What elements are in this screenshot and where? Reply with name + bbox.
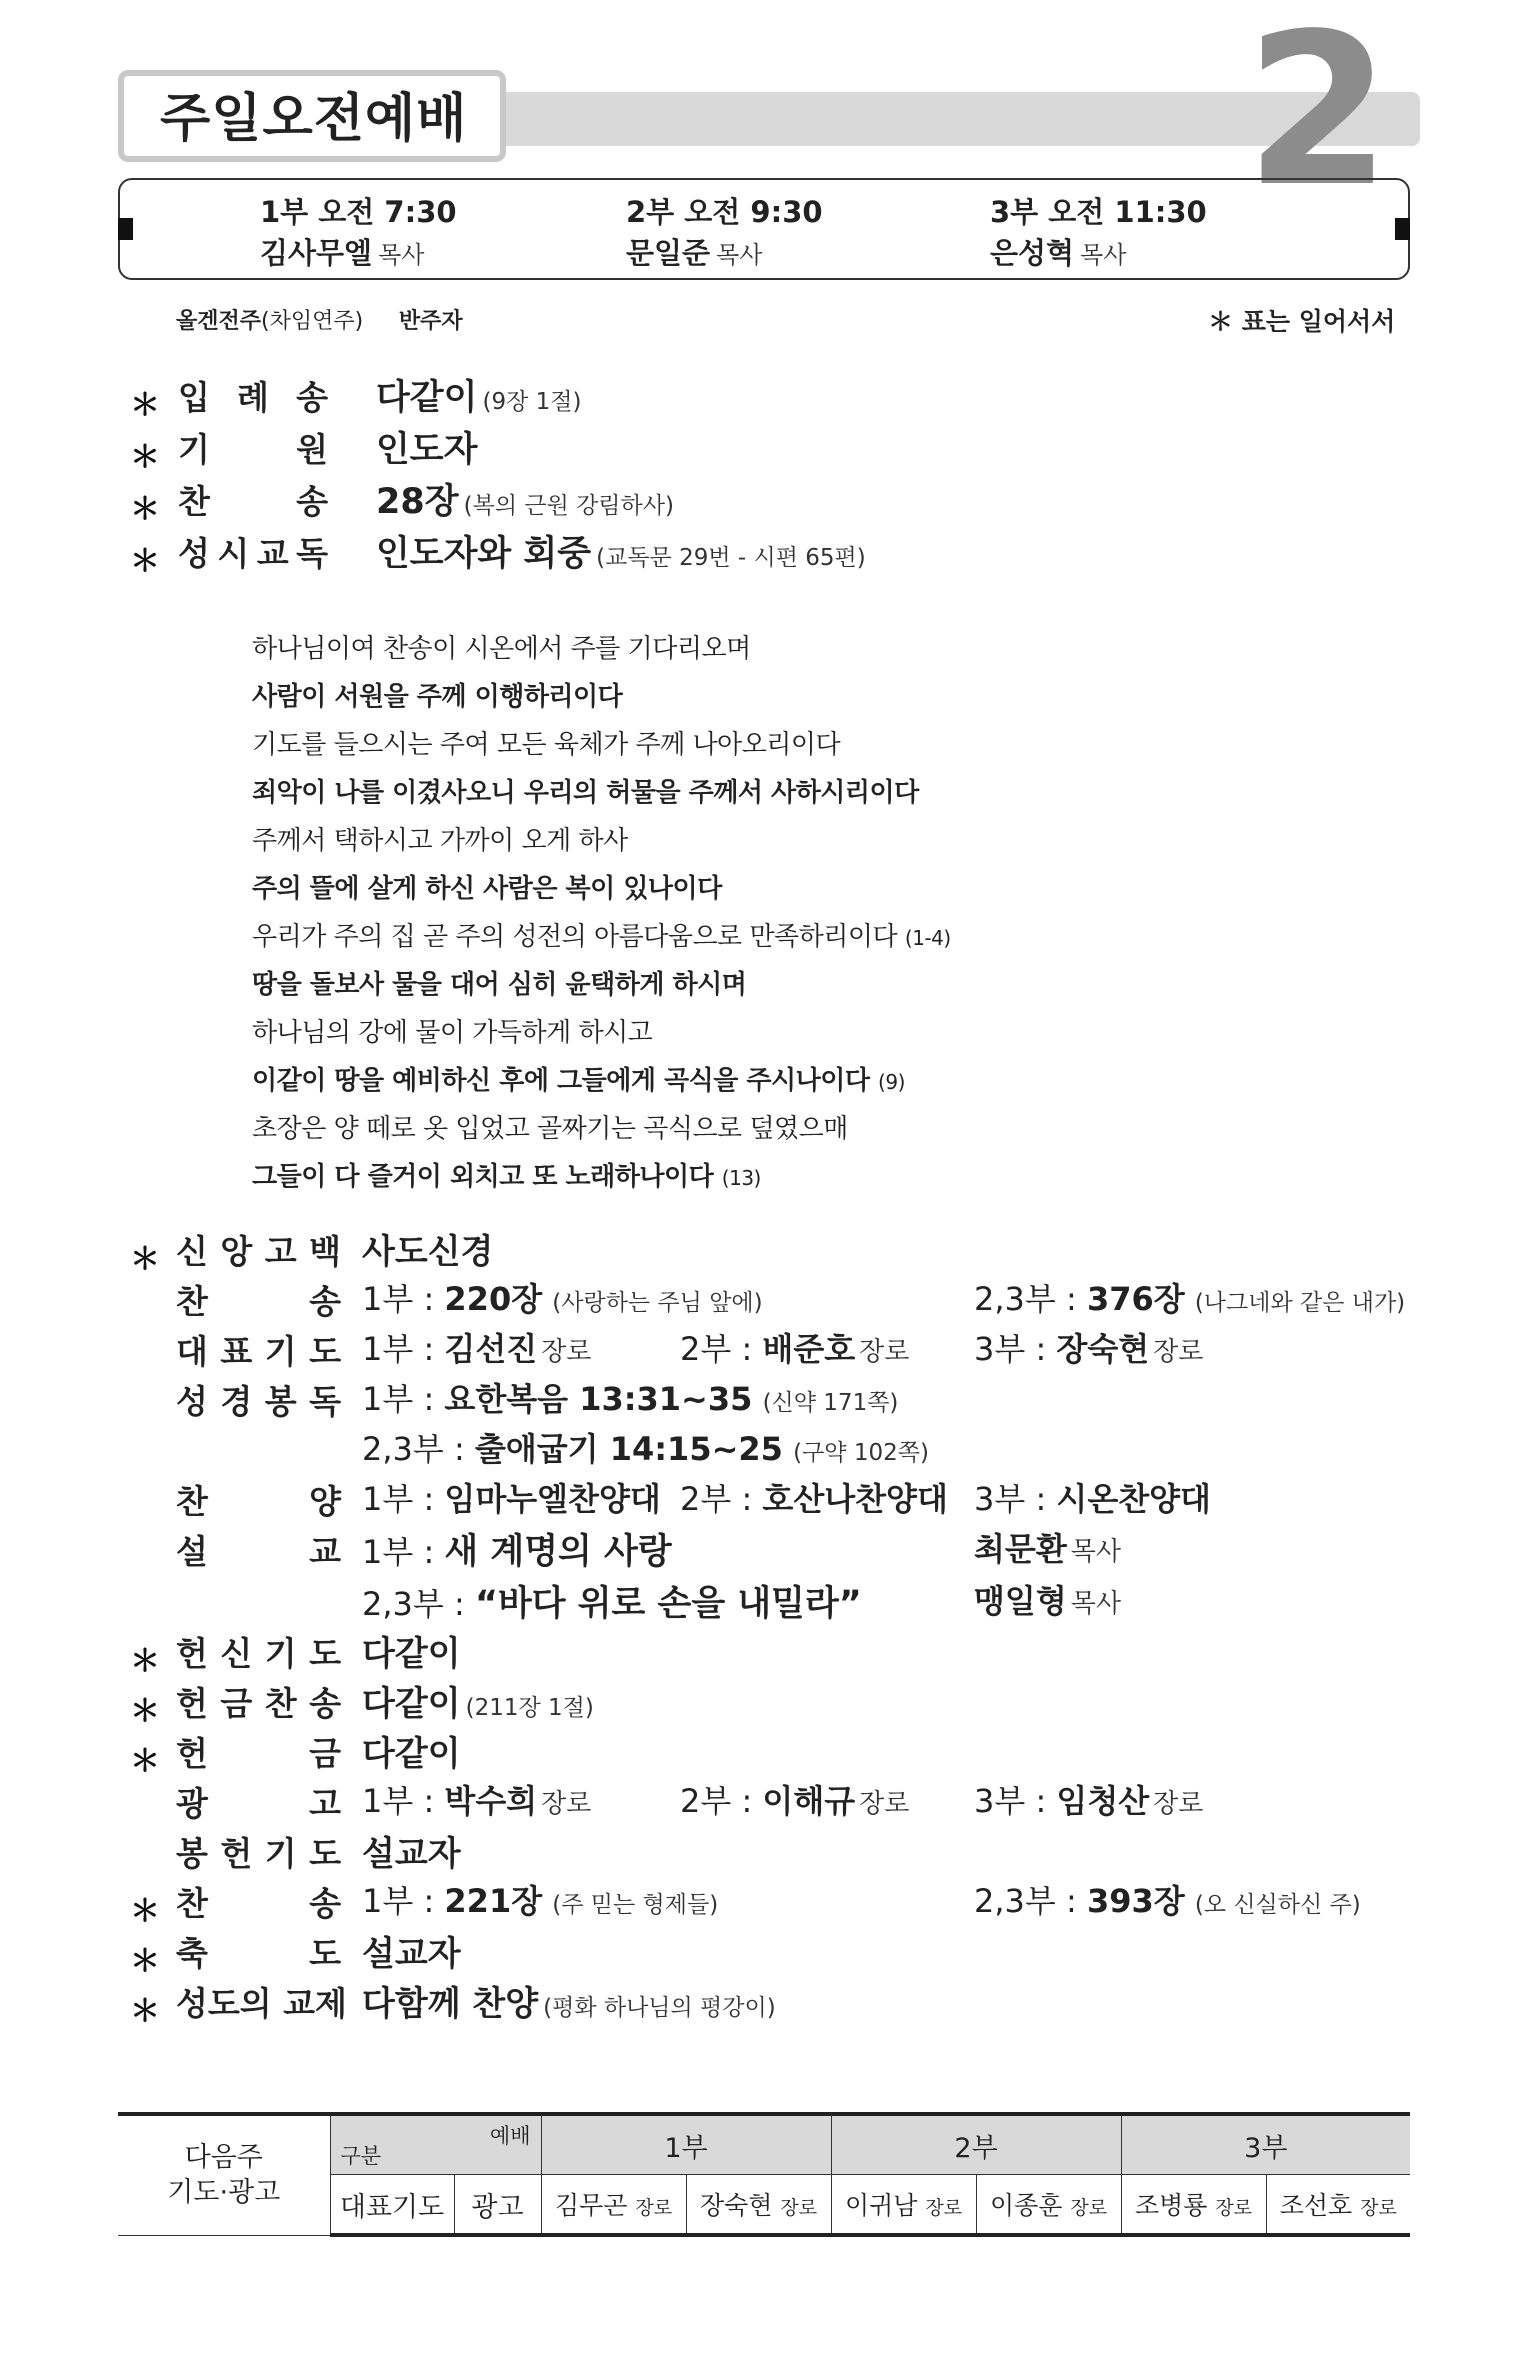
table-header-service-2: 2부 xyxy=(831,2114,1121,2175)
table-cell: 김무곤 장로 xyxy=(541,2175,686,2236)
item-introit xyxy=(376,370,582,420)
item-label-prayer: 대 표 기 도 xyxy=(176,1332,341,1371)
item-label-introit: 입 례 송 xyxy=(178,378,328,417)
pastor-title: 목사 xyxy=(378,241,425,269)
pastor-title: 목사 xyxy=(1080,241,1127,269)
box-marker-left xyxy=(118,218,133,240)
next-week-title: 다음주 기도·광고 xyxy=(118,2114,330,2235)
prayer-1: 1부 : 김선진 장로 xyxy=(362,1330,592,1368)
service-time: 1부 오전 7:30 xyxy=(260,195,457,229)
creed-value: 사도신경 xyxy=(362,1232,494,1272)
service-time: 2부 오전 9:30 xyxy=(626,195,823,229)
standing-mark: ＊ xyxy=(130,1994,160,2029)
standing-mark: ＊ xyxy=(130,440,160,475)
item-label-choir: 찬 양 xyxy=(176,1482,341,1521)
prayer-3: 3부 : 장숙현 장로 xyxy=(974,1330,1204,1368)
table-cell: 장숙현 장로 xyxy=(686,2175,831,2236)
item-label-benediction: 축 도 xyxy=(176,1934,341,1973)
item-note: (복의 근원 강림하사) xyxy=(463,493,674,519)
accompanist-label: 반주자 xyxy=(398,309,463,334)
reading-line: 하나님이여 찬송이 시온에서 주를 기다리오며 xyxy=(252,634,751,664)
reading-line: 땅을 돌보사 물을 대어 심히 윤택하게 하시며 xyxy=(252,970,747,1000)
reading-line: 기도를 들으시는 주여 모든 육체가 주께 나아오리이다 xyxy=(252,730,841,760)
item-label-creed: 신 앙 고 백 xyxy=(176,1232,341,1271)
reading-line: 사람이 서원을 주께 이행하리이다 xyxy=(252,682,623,712)
scripture-2: 2,3부 : 출애굽기 14:15~25 (구약 102쪽) xyxy=(362,1430,929,1468)
table-header-service-1: 1부 xyxy=(541,2114,831,2175)
item-label-offertory-prayer: 봉 헌 기 도 xyxy=(176,1834,341,1873)
item-label-hymn: 찬 송 xyxy=(176,1282,341,1321)
service-3 xyxy=(990,190,1207,272)
page-title: 주일오전예배 xyxy=(160,89,468,149)
table-header-service-3: 3부 xyxy=(1121,2114,1410,2175)
reading-line: 하나님의 강에 물이 가득하게 하시고 xyxy=(252,1018,653,1048)
item-label-hymn: 찬 송 xyxy=(176,1884,341,1923)
page-number: 2 xyxy=(1245,0,1392,233)
offertory-prayer-value: 설교자 xyxy=(362,1834,461,1874)
item-hymn xyxy=(376,474,674,524)
table-cell: 조병룡 장로 xyxy=(1121,2175,1266,2236)
item-note: (9장 1절) xyxy=(482,389,582,415)
hymn2-second: 2,3부 : 393장 (오 신실하신 주) xyxy=(974,1882,1361,1920)
service-2 xyxy=(626,190,823,272)
scripture-1: 1부 : 요한복음 13:31~35 (신약 171쪽) xyxy=(362,1380,899,1418)
standing-mark: ＊ xyxy=(130,1894,160,1929)
next-week-table xyxy=(118,2112,1410,2237)
hymn1-second: 2,3부 : 376장 (나그네와 같은 내가) xyxy=(974,1280,1406,1318)
announce-1: 1부 : 박수희 장로 xyxy=(362,1782,592,1820)
item-value: 28장 xyxy=(376,482,459,522)
item-value: 인도자 xyxy=(376,430,478,470)
standing-mark: ＊ xyxy=(130,388,160,423)
announce-2: 2부 : 이해규 장로 xyxy=(680,1782,910,1820)
choir-2: 2부 : 호산나찬양대 xyxy=(680,1480,948,1518)
dedication-prayer-value: 다같이 xyxy=(362,1634,461,1674)
table-cell: 이귀남 장로 xyxy=(831,2175,976,2236)
pastor-name: 김사무엘 xyxy=(260,236,373,270)
standing-mark: ＊ xyxy=(130,492,160,527)
standing-mark: ＊ xyxy=(130,544,160,579)
row-label-prayer: 대표기도 xyxy=(330,2175,454,2236)
prelude-note: (차임연주) xyxy=(261,309,364,334)
standing-mark: ＊ xyxy=(130,1644,160,1679)
standing-mark: ＊ xyxy=(130,1944,160,1979)
item-label-fellowship: 성도의 교제 xyxy=(176,1984,347,2023)
reading-line: 주의 뜰에 살게 하신 사람은 복이 있나이다 xyxy=(252,874,722,904)
prelude-line xyxy=(176,304,463,335)
standing-mark: ＊ xyxy=(130,1242,160,1277)
sermon-1-preacher: 최문환 목사 xyxy=(974,1530,1121,1568)
table-corner-header: 구분 예배 xyxy=(330,2114,541,2175)
standing-note: ＊ 표는 일어서서 xyxy=(1208,307,1396,336)
item-label-scripture: 성 경 봉 독 xyxy=(176,1382,341,1421)
prayer-2: 2부 : 배준호 장로 xyxy=(680,1330,910,1368)
offering-hymn: 다같이 (211장 1절) xyxy=(362,1684,594,1724)
item-label-announcements: 광 고 xyxy=(176,1784,341,1823)
table-cell: 조선호 장로 xyxy=(1266,2175,1410,2236)
item-value: 다같이 xyxy=(376,378,478,418)
sermon-2-preacher: 맹일형 목사 xyxy=(974,1582,1121,1620)
fellowship: 다함께 찬양 (평화 하나님의 평강이) xyxy=(362,1984,776,2024)
reading-line: 주께서 택하시고 가까이 오게 하사 xyxy=(252,826,628,856)
item-label-offering-hymn: 헌 금 찬 송 xyxy=(176,1684,341,1723)
box-marker-right xyxy=(1395,218,1410,240)
reading-line: 그들이 다 즐거이 외치고 또 노래하나이다 (13) xyxy=(252,1162,761,1192)
hymn1-first: 1부 : 220장 (사랑하는 주님 앞에) xyxy=(362,1280,763,1318)
standing-mark: ＊ xyxy=(130,1694,160,1729)
reading-line: 이같이 땅을 예비하신 후에 그들에게 곡식을 주시나이다 (9) xyxy=(252,1066,905,1096)
announce-3: 3부 : 임청산 장로 xyxy=(974,1782,1204,1820)
offering-value: 다같이 xyxy=(362,1734,461,1774)
pastor-name: 은성혁 xyxy=(990,236,1075,270)
sermon-1-title: 1부 : 새 계명의 사랑 xyxy=(362,1532,672,1572)
item-label-responsive-reading: 성 시 교 독 xyxy=(178,534,328,573)
item-label-invocation: 기 원 xyxy=(178,430,328,469)
sermon-2-title: 2,3부 : “바다 위로 손을 내밀라” xyxy=(362,1584,862,1624)
item-note: (교독문 29번 - 시편 65편) xyxy=(596,545,866,571)
pastor-name: 문일준 xyxy=(626,236,711,270)
prelude-label: 올겐전주 xyxy=(176,309,262,334)
item-label-sermon: 설 교 xyxy=(176,1532,341,1571)
choir-3: 3부 : 시온찬양대 xyxy=(974,1480,1211,1518)
item-responsive-reading xyxy=(376,526,866,576)
item-label-offering: 헌 금 xyxy=(176,1734,341,1773)
item-invocation xyxy=(376,422,477,472)
hymn2-first: 1부 : 221장 (주 믿는 형제들) xyxy=(362,1882,719,1920)
benediction-value: 설교자 xyxy=(362,1934,461,1974)
item-label-hymn: 찬 송 xyxy=(178,482,328,521)
pastor-title: 목사 xyxy=(716,241,763,269)
service-time: 3부 오전 11:30 xyxy=(990,195,1207,229)
standing-mark: ＊ xyxy=(130,1744,160,1779)
reading-line: 죄악이 나를 이겼사오니 우리의 허물을 주께서 사하시리이다 xyxy=(252,778,919,808)
table-cell: 이종훈 장로 xyxy=(976,2175,1121,2236)
reading-line: 초장은 양 떼로 옷 입었고 골짜기는 곡식으로 덮였으매 xyxy=(252,1114,848,1144)
row-label-announce: 광고 xyxy=(454,2175,541,2236)
service-1 xyxy=(260,190,457,272)
reading-line: 우리가 주의 집 곧 주의 성전의 아름다움으로 만족하리이다 (1-4) xyxy=(252,922,951,952)
item-value: 인도자와 회중 xyxy=(376,534,592,574)
item-label-dedication-prayer: 헌 신 기 도 xyxy=(176,1634,341,1673)
choir-1: 1부 : 임마누엘찬양대 xyxy=(362,1480,661,1518)
